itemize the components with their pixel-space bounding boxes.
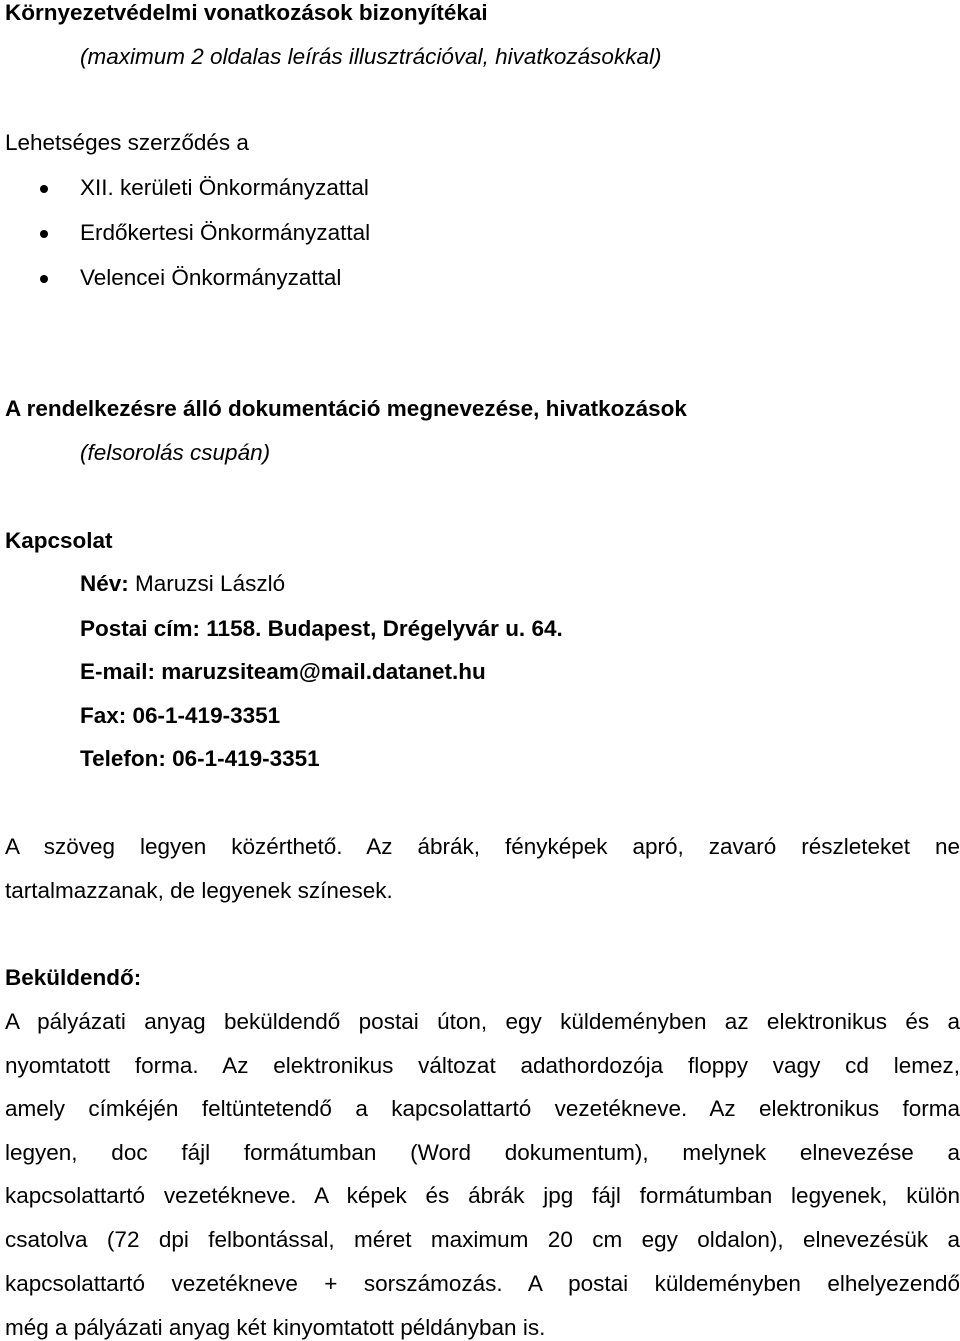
list-item-label: Erdőkertesi Önkormányzattal xyxy=(80,220,371,245)
paragraph-line: még a pályázati anyag két kinyomtatott példányban is. xyxy=(5,1315,546,1340)
contact-heading: Kapcsolat xyxy=(5,528,113,553)
note-line-1: A szöveg legyen közérthető. Az ábrák, fényképek apró, zavaró részleteket ne xyxy=(5,834,960,859)
contact-address: Postai cím: 1158. Budapest, Drégelyvár u. 64. xyxy=(80,616,563,641)
note-line-2: tartalmazzanak, de legyenek színesek. xyxy=(5,878,393,903)
bullet-icon xyxy=(40,275,48,283)
paragraph-line: kapcsolattartó vezetékneve + sorszámozás. A postai küldeményben elhelyezendő xyxy=(5,1271,960,1296)
contact-name-value: Maruzsi László xyxy=(135,571,286,596)
contact-name-label: Név: xyxy=(80,571,129,596)
contracts-intro: Lehetséges szerződés a xyxy=(5,130,249,155)
paragraph-line: amely címkéjén feltüntetendő a kapcsolattartó vezetékneve. Az elektronikus forma xyxy=(5,1096,960,1121)
list-item-label: XII. kerületi Önkormányzattal xyxy=(80,175,369,200)
list-item-label: Velencei Önkormányzattal xyxy=(80,265,342,290)
contact-email: E-mail: maruzsiteam@mail.datanet.hu xyxy=(80,659,486,684)
section-subtitle-environment: (maximum 2 oldalas leírás illusztrációval, hivatkozásokkal) xyxy=(80,44,662,69)
contact-fax: Fax: 06-1-419-3351 xyxy=(80,703,281,728)
paragraph-line: nyomtatott forma. Az elektronikus változat adathordozója floppy vagy cd lemez, xyxy=(5,1053,960,1078)
submit-heading: Beküldendő: xyxy=(5,965,142,990)
contact-name xyxy=(80,573,285,596)
bullet-icon xyxy=(40,230,48,238)
section-title-documentation: A rendelkezésre álló dokumentáció megnevezése, hivatkozások xyxy=(5,396,687,421)
bullet-icon xyxy=(40,185,48,193)
section-subtitle-documentation: (felsorolás csupán) xyxy=(80,440,271,465)
paragraph-line: csatolva (72 dpi felbontással, méret maximum 20 cm egy oldalon), elnevezésük a xyxy=(5,1227,960,1252)
section-title-environment: Környezetvédelmi vonatkozások bizonyítékai xyxy=(5,0,488,25)
paragraph-line: kapcsolattartó vezetékneve. A képek és ábrák jpg fájl formátumban legyenek, külön xyxy=(5,1183,960,1208)
contact-phone: Telefon: 06-1-419-3351 xyxy=(80,746,320,771)
paragraph-line: A pályázati anyag beküldendő postai úton, egy küldeményben az elektronikus és a xyxy=(5,1009,960,1034)
paragraph-line: legyen, doc fájl formátumban (Word dokumentum), melynek elnevezése a xyxy=(5,1140,960,1165)
